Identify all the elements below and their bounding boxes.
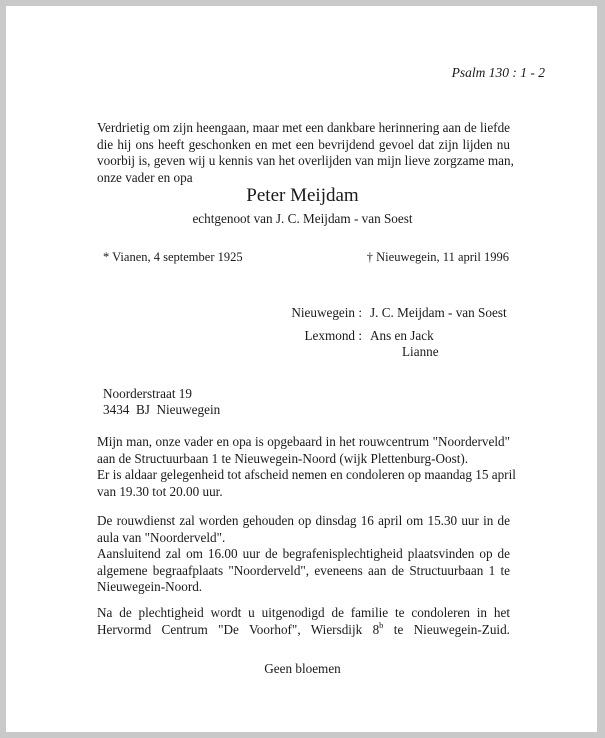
paragraph-line: Mijn man, onze vader en opa is opgebaard in het rouwcentrum "Noorderveld" <box>97 434 510 449</box>
paragraph-line: van 19.30 tot 20.00 uur. <box>97 483 223 499</box>
service-paragraph <box>97 513 510 596</box>
paragraph-line: Er is aldaar gelegenheid tot afscheid nemen en condoleren op maandag 15 april <box>97 467 516 483</box>
relative-place: Nieuwegein : <box>291 305 362 320</box>
paragraph-line <box>97 619 510 639</box>
psalm-reference: Psalm 130 : 1 - 2 <box>451 65 545 80</box>
paragraph-line: aula van "Noorderveld". <box>97 529 226 545</box>
laid-out-paragraph <box>97 434 516 500</box>
intro-line: die hij ons heeft geschonken en met een bevrijdend gevoel dat zijn lijden nu <box>97 136 510 152</box>
deceased-name: Peter Meijdam <box>246 185 359 206</box>
paragraph-line: algemene begraafplaats "Noorderveld", eveneens aan de Structuurbaan 1 te <box>97 562 510 578</box>
relative-name: Ans en Jack <box>370 328 434 343</box>
relative-place: Lexmond : <box>304 328 362 343</box>
death-info: † Nieuwegein, 11 april 1996 <box>366 250 509 264</box>
condolence-venue: Hervormd Centrum "De Voorhof", Wiersdijk 8 <box>97 621 380 637</box>
paragraph-line: Nieuwegein-Noord. <box>97 579 203 595</box>
paragraph-line: aan de Structuurbaan 1 te Nieuwegein-Noord (wijk Plettenburg-Oost). <box>97 450 469 466</box>
condolence-place: te Nieuwegein-Zuid. <box>383 621 510 637</box>
paragraph-line: Aansluitend zal om 16.00 uur de begrafenisplechtigheid plaatsvinden op de <box>97 546 510 562</box>
closing-note: Geen bloemen <box>264 661 341 676</box>
condolence-paragraph <box>97 605 510 638</box>
intro-line: Verdrietig om zijn heengaan, maar met een dankbare herinnering aan de liefde <box>97 120 511 135</box>
intro-line: voorbij is, geven wij u kennis van het overlijden van mijn lieve zorgzame man, <box>97 153 514 169</box>
relative-name: Lianne <box>402 344 439 359</box>
address-street: Noorderstraat 19 <box>103 386 192 401</box>
paragraph-line: Na de plechtigheid wordt u uitgenodigd de familie te condoleren in het <box>97 605 510 620</box>
relative-name: J. C. Meijdam - van Soest <box>370 305 507 320</box>
intro-line: onze vader en opa <box>97 169 193 185</box>
spouse-line: echtgenoot van J. C. Meijdam - van Soest <box>192 211 413 226</box>
paragraph-line: De rouwdienst zal worden gehouden op dinsdag 16 april om 15.30 uur in de <box>97 513 510 528</box>
birth-info: * Vianen, 4 september 1925 <box>103 250 243 264</box>
intro-paragraph <box>97 120 514 186</box>
house-number-suffix: b <box>379 619 384 630</box>
address-city: 3434 BJ Nieuwegein <box>103 402 221 417</box>
